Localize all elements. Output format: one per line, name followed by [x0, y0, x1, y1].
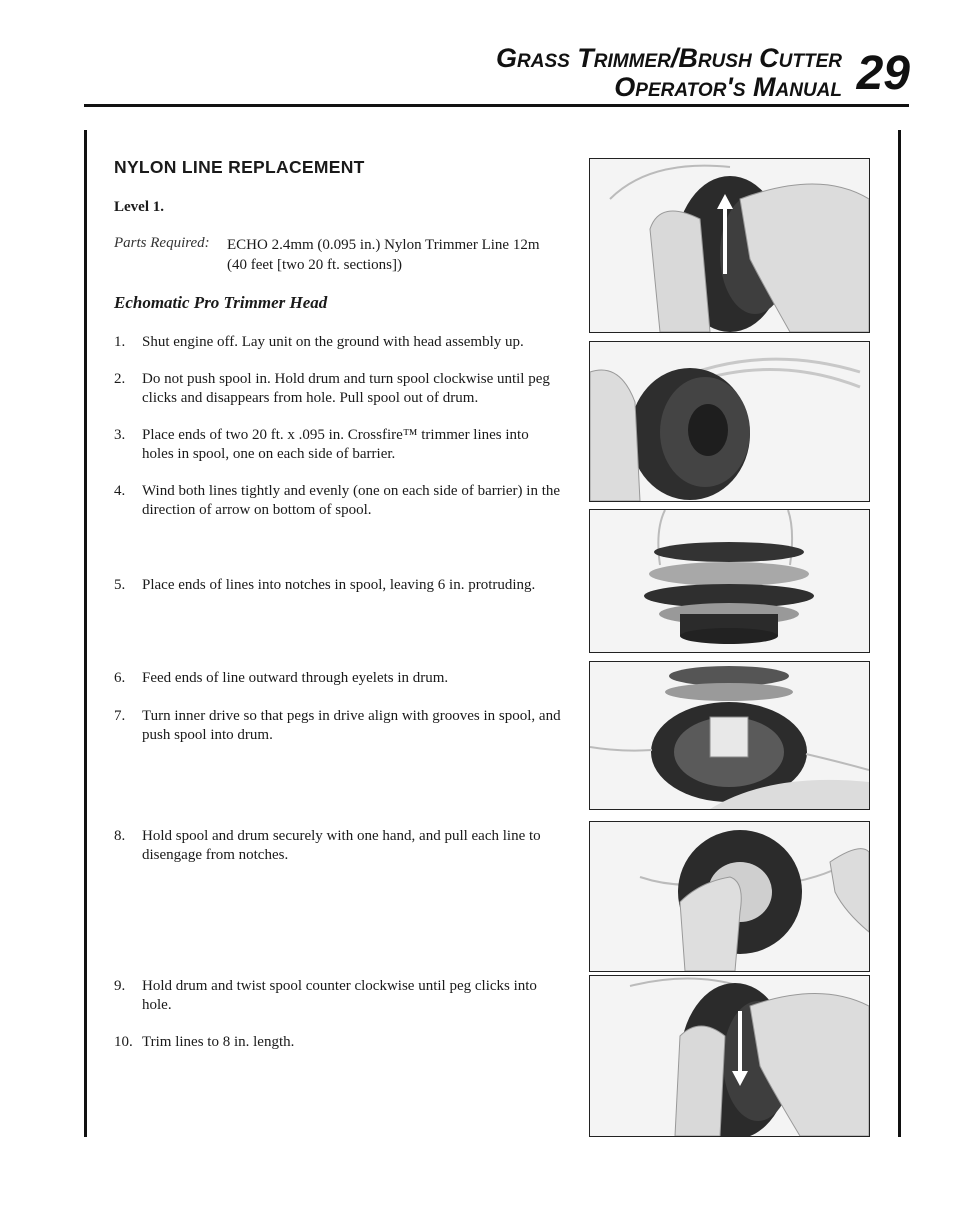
step-number: 6. — [114, 670, 126, 686]
photo-remove-spool — [589, 158, 870, 333]
step-number: 9. — [114, 978, 126, 994]
step-text: Feed ends of line outward through eyelets in drum. — [142, 670, 449, 686]
parts-line-2: (40 feet [two 20 ft. sections]) — [227, 257, 402, 273]
header-rule — [84, 104, 909, 107]
photo-pull-lines — [589, 821, 870, 972]
step-text: Trim lines to 8 in. length. — [142, 1034, 295, 1050]
step-text: Hold spool and drum securely with one hand, and pull each line to disengage from notches. — [142, 828, 541, 863]
photo-twist-spool — [589, 975, 870, 1137]
step-5 — [114, 576, 564, 595]
step-7 — [114, 707, 564, 745]
parts-required-text — [227, 235, 567, 275]
step-text: Do not push spool in. Hold drum and turn spool clockwise until peg clicks and disappears from hole. Pull spool out of drum. — [142, 371, 550, 406]
photo-feed-lines — [589, 661, 870, 810]
parts-line-1: ECHO 2.4mm (0.095 in.) Nylon Trimmer Line 12m — [227, 237, 540, 253]
manual-title-line2: Operator's Manual — [614, 72, 842, 102]
step-text: Wind both lines tightly and evenly (one on each side of barrier) in the direction of arrow on bottom of spool. — [142, 483, 561, 518]
step-3 — [114, 426, 564, 464]
parts-required-label: Parts Required: — [114, 235, 210, 251]
step-4 — [114, 482, 564, 520]
step-text: Hold drum and twist spool counter clockwise until peg clicks into hole. — [142, 978, 537, 1013]
step-number: 10. — [114, 1034, 133, 1050]
step-text: Shut engine off. Lay unit on the ground with head assembly up. — [142, 334, 524, 350]
step-number: 2. — [114, 371, 126, 387]
step-number: 7. — [114, 708, 126, 724]
step-2 — [114, 370, 564, 408]
step-6 — [114, 669, 564, 688]
left-margin-rule — [84, 130, 87, 1137]
step-text: Turn inner drive so that pegs in drive align with grooves in spool, and push spool into drum. — [142, 708, 561, 743]
page-number: 29 — [856, 47, 910, 100]
step-text: Place ends of two 20 ft. x .095 in. Crossfire™ trimmer lines into holes in spool, one on each side of barrier. — [142, 427, 529, 462]
right-margin-rule — [898, 130, 901, 1137]
step-number: 8. — [114, 828, 126, 844]
manual-title-line1: Grass Trimmer/Brush Cutter — [496, 43, 842, 73]
step-number: 4. — [114, 483, 126, 499]
step-8 — [114, 827, 564, 865]
step-1 — [114, 333, 564, 352]
step-number: 1. — [114, 334, 126, 350]
photo-insert-lines — [589, 341, 870, 502]
step-number: 5. — [114, 577, 126, 593]
section-title: NYLON LINE REPLACEMENT — [114, 157, 365, 177]
manual-title — [496, 44, 842, 102]
step-text: Place ends of lines into notches in spool, leaving 6 in. protruding. — [142, 577, 536, 593]
step-number: 3. — [114, 427, 126, 443]
step-10 — [114, 1033, 564, 1052]
step-9 — [114, 977, 564, 1015]
photo-wound-spool — [589, 509, 870, 653]
subsection-title: Echomatic Pro Trimmer Head — [114, 293, 328, 312]
skill-level: Level 1. — [114, 199, 164, 215]
